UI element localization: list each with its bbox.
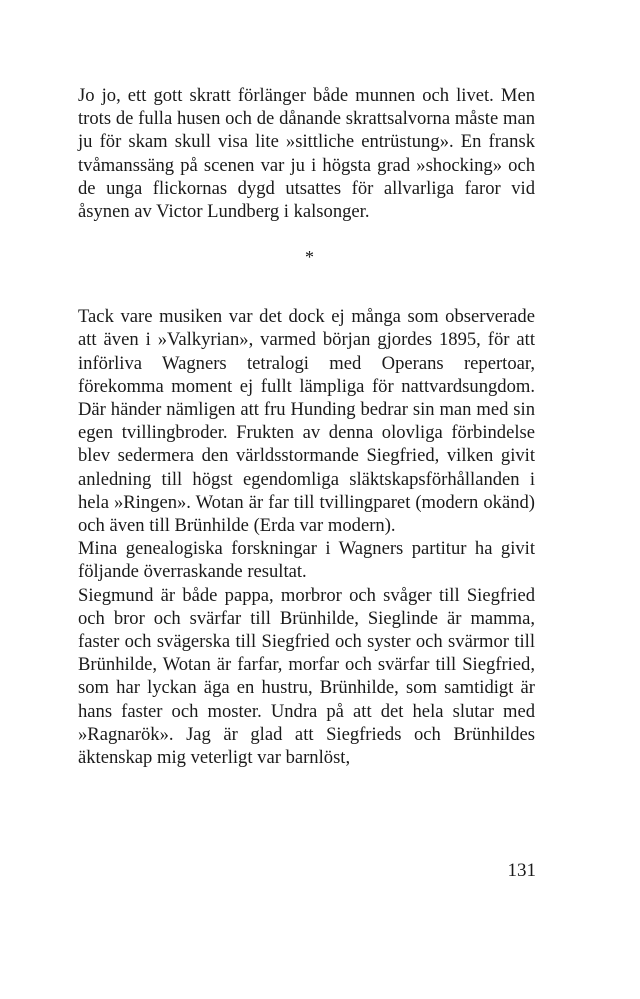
paragraph-1: Jo jo, ett gott skratt förlänger både munnen och livet. Men trots de fulla husen och de dånande skrattsalvorna måste man ju för skam skull visa lite »sittliche entrüstung». En fransk tvåmanssäng på scenen var ju i högsta grad »shocking» och de unga flickornas dygd utsattes för allvarliga faror vid åsynen av Victor Lundberg i kalsonger. <box>78 85 535 223</box>
page-number: 131 <box>507 860 536 881</box>
page-body <box>78 84 535 769</box>
paragraph-4: Siegmund är både pappa, morbror och svåger till Siegfried och bror och svärfar till Brünhilde, Sieglinde är mamma, faster och svägerska till Siegfried och syster och svärmor till Brünhilde, Wotan är farfar, morfar och svärfar till Siegfried, som har lyckan äga en hustru, Brünhilde, som samtidigt är hans faster och moster. Undra på att det hela slutar med »Ragnarök». Jag är glad att Siegfrieds och Brünhildes äktenskap mig veterligt var barnlöst, <box>78 584 535 769</box>
section-divider-asterisk: * <box>305 247 314 268</box>
paragraph-2: Tack vare musiken var det dock ej många som observerade att även i »Valkyrian», varmed början gjordes 1895, för att införliva Wagners tetralogi med Operans repertoar, förekomma moment ej fullt lämpliga för nattvardsungdom. Där händer nämligen att fru Hunding bedrar sin man med sin egen tvillingbroder. Frukten av denna olovliga förbindelse blev sedermera den världsstormande Siegfried, vilken givit anledning till högst egendomliga släktskapsförhållanden i hela »Ringen». Wotan är far till tvillingparet (modern okänd) och även till Brünhilde (Erda var modern). <box>78 306 535 537</box>
paragraph-3: Mina genealogiska forskningar i Wagners partitur ha givit följande överraskande resultat. <box>78 538 535 583</box>
